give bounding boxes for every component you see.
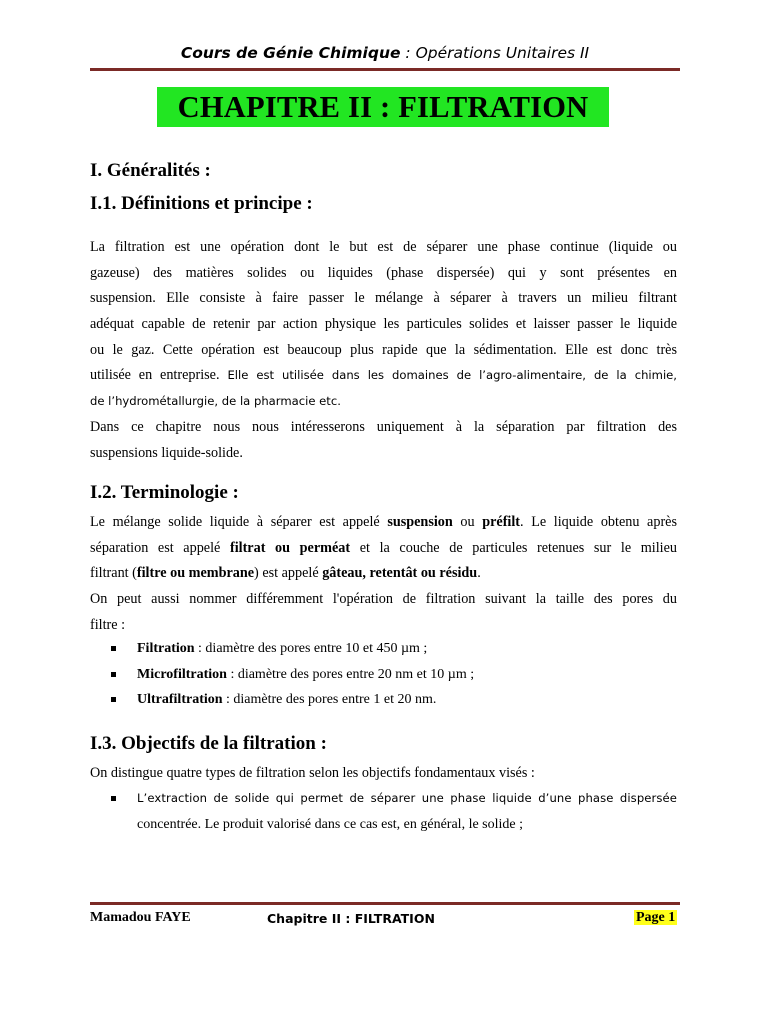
- objectifs-list: [110, 786, 677, 832]
- text-segment: filtrant (: [90, 565, 137, 582]
- bullet-text: : diamètre des pores entre 20 nm et 10 µm ;: [226, 666, 475, 682]
- footer-page-number: [634, 910, 677, 926]
- text-line: filtre :: [90, 616, 126, 633]
- bullet-square-icon: [111, 672, 116, 677]
- text-line: La filtration est une opération dont le but est de séparer une phase continue (liquide ou: [90, 239, 677, 255]
- text-line: gazeuse) des matières solides ou liquides (phase dispersée) qui y sont présentes en: [90, 264, 677, 281]
- header-divider: [90, 68, 680, 71]
- text-line: de l’hydrométallurgie, de la pharmacie etc.: [90, 394, 341, 409]
- term-prefilt: préfilt: [482, 514, 521, 530]
- chapter-title: CHAPITRE II : FILTRATION: [157, 87, 609, 127]
- section-objectifs: I.3. Objectifs de la filtration :: [90, 733, 327, 754]
- course-name: Cours de Génie Chimique: [180, 44, 401, 62]
- bullet-square-icon: [111, 796, 116, 801]
- text-segment: . Le liquide obtenu après: [520, 514, 677, 530]
- text-line: [90, 363, 677, 389]
- footer-divider: [90, 902, 680, 905]
- list-item: [110, 786, 677, 832]
- term-filtrat: filtrat ou perméat: [229, 539, 351, 556]
- text-segment: Le mélange solide liquide à séparer est appelé: [90, 514, 388, 530]
- bullet-text: : diamètre des pores entre 10 et 450 µm ;: [194, 641, 428, 656]
- section-terminologie: I.2. Terminologie :: [90, 482, 239, 503]
- terminologie-paragraph: [90, 510, 677, 638]
- text-segment: ) est appelé: [254, 565, 323, 582]
- text-segment: Elle est utilisée dans les domaines de l’agro-alimentaire, de la chimie,: [219, 368, 677, 383]
- course-subtitle: : Opérations Unitaires II: [400, 44, 590, 62]
- text-segment: séparation est appelé: [90, 539, 230, 556]
- bullet-term: Microfiltration: [137, 666, 227, 682]
- bullet-text: concentrée. Le produit valorisé dans ce cas est, en général, le solide ;: [137, 816, 524, 832]
- text-line: Dans ce chapitre nous nous intéresserons uniquement à la séparation par filtration des: [90, 418, 677, 435]
- pore-size-list: [110, 636, 677, 713]
- list-item: [110, 636, 677, 662]
- text-line: On distingue quatre types de filtration selon les objectifs fondamentaux visés :: [90, 765, 535, 781]
- section-definitions: I.1. Définitions et principe :: [90, 193, 313, 214]
- text-segment: et la couche de particules retenues sur le milieu: [350, 539, 677, 556]
- bullet-term: Ultrafiltration: [137, 692, 223, 708]
- footer-chapter: Chapitre II : FILTRATION: [267, 911, 435, 926]
- bullet-square-icon: [111, 697, 116, 702]
- text-line: adéquat capable de retenir par action physique les particules solides et laisser passer le liquide: [90, 316, 677, 333]
- term-suspension: suspension: [387, 514, 453, 530]
- bullet-text: : diamètre des pores entre 1 et 20 nm.: [222, 692, 437, 708]
- text-line: suspension. Elle consiste à faire passer le mélange à séparer à travers un milieu filtrant: [90, 290, 677, 307]
- term-gateau: gâteau, retentât ou résidu: [322, 565, 478, 582]
- list-item: [110, 662, 677, 688]
- bullet-text: L’extraction de solide qui permet de séparer une phase liquide d’une phase dispersée: [137, 791, 677, 805]
- list-item: [110, 687, 677, 713]
- text-line: [90, 561, 677, 587]
- section-generalites: I. Généralités :: [90, 160, 211, 181]
- bullet-square-icon: [111, 646, 116, 651]
- page-header: [90, 44, 680, 62]
- page-number-label: Page 1: [636, 910, 676, 925]
- text-segment: utilisée en entreprise.: [90, 367, 220, 384]
- bullet-term: Filtration: [137, 641, 195, 656]
- text-line: On peut aussi nommer différemment l'opération de filtration suivant la taille des pores du: [90, 591, 677, 608]
- term-filtre: filtre ou membrane: [136, 565, 255, 582]
- footer-author: Mamadou FAYE: [90, 910, 191, 925]
- text-line: [90, 536, 677, 562]
- text-line: ou le gaz. Cette opération est beaucoup plus rapide que la sédimentation. Elle est donc très: [90, 341, 677, 358]
- text-line: [90, 510, 677, 536]
- text-line: suspensions liquide-solide.: [90, 444, 243, 461]
- text-segment: ou: [452, 514, 483, 530]
- text-segment: .: [477, 565, 481, 582]
- definitions-paragraph: [90, 235, 677, 466]
- objectifs-paragraph: [90, 761, 677, 787]
